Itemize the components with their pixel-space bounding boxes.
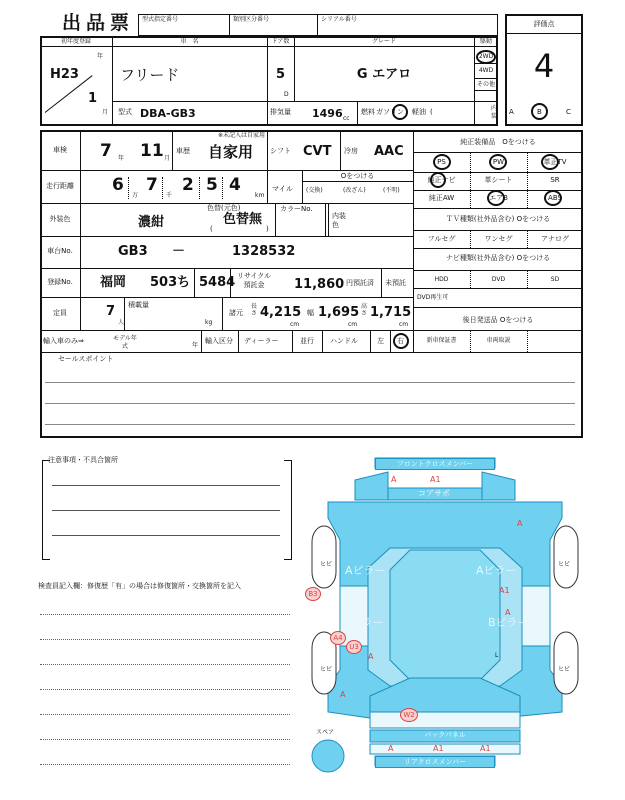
registration-class: 503 xyxy=(150,275,178,290)
mileage-circle-note: Oをつける xyxy=(340,172,375,180)
inspection-month: 11 xyxy=(140,141,164,161)
fuel-circle xyxy=(392,104,408,120)
crack-rl: ヒビ xyxy=(320,666,333,673)
doors-label: ドア数 xyxy=(271,38,290,45)
a-pillar-right-label: Aピラー xyxy=(476,564,517,577)
tv-title: ＴＶ種類(社外品含む) Oをつける xyxy=(445,215,551,223)
mark-a4: A4 xyxy=(330,631,346,645)
crack-rr: ヒビ xyxy=(558,666,571,673)
recycle-value: 11,860 xyxy=(294,277,345,292)
shift-value: CVT xyxy=(303,144,332,159)
exterior-label: 外装色 xyxy=(49,215,71,223)
mark-w2: W2 xyxy=(400,708,418,722)
mileage-d2: 7 xyxy=(146,175,158,195)
registration-number: 5484 xyxy=(199,275,236,290)
grade-label: グレード xyxy=(371,38,396,45)
spare-label: スペア xyxy=(316,729,335,736)
mileage-d3: 2 xyxy=(182,175,194,195)
exterior-value: 濃紺 xyxy=(138,215,165,230)
recycle-label: リサイクル預託金 xyxy=(236,272,272,289)
front-left-frame xyxy=(355,472,388,500)
equip-navi: 純正ナビ xyxy=(427,176,456,184)
inspection-year: 7 xyxy=(100,141,112,161)
mark-a1: A1 xyxy=(499,586,510,595)
color-no-label: カラーNo. xyxy=(280,205,313,213)
load-label: 積載量 xyxy=(128,301,149,309)
equip-pw: PW xyxy=(492,158,505,166)
type-designation-label: 型式指定番号 xyxy=(142,16,179,23)
mark-b3: B3 xyxy=(305,587,321,601)
spare-area xyxy=(370,712,520,728)
form-title: 出品票 xyxy=(62,12,135,34)
history-label: 車歴 xyxy=(176,147,190,155)
front-cross-label: フロントクロスメンバー xyxy=(375,458,495,470)
mileage-d5: 4 xyxy=(229,175,241,195)
mark-a: A xyxy=(391,475,397,484)
aircon-value: AAC xyxy=(374,144,404,159)
mileage-d4: 5 xyxy=(206,175,218,195)
mileage-label: 走行距離 xyxy=(46,182,74,190)
drive-label: 駆動 xyxy=(479,38,492,45)
model-label: 型式 xyxy=(118,108,132,116)
fuel-label: 燃料 xyxy=(361,108,375,116)
mark-a: A xyxy=(505,608,511,617)
mark-a: A xyxy=(388,744,394,753)
registration-place: 福岡 xyxy=(100,275,127,290)
sales-point-label: セールスポイント xyxy=(58,355,114,363)
registration-kana: ち xyxy=(177,275,191,290)
mark-a: A xyxy=(517,519,523,528)
equip-abs: ABS xyxy=(548,194,562,202)
model-year-label: モデル年式 xyxy=(113,335,137,350)
handle-right-circle xyxy=(393,333,409,349)
chassis-prefix: GB3 xyxy=(118,244,148,259)
chassis-number: 1328532 xyxy=(232,244,296,259)
repaint-label: 色替(元色) xyxy=(207,204,241,212)
equip-ps: PS xyxy=(437,158,446,166)
dims-height: 1,715 xyxy=(370,305,412,320)
equip-leather: 革シート xyxy=(484,176,513,184)
mark-a: A xyxy=(368,652,374,661)
first-reg-label: 初年度登録 xyxy=(60,38,91,45)
mark-a1: A1 xyxy=(480,744,491,753)
dims-width: 1,695 xyxy=(318,305,360,320)
equipment-title: 純正装備品 Oをつける xyxy=(460,138,536,146)
notes-label: 注意事項・不具合箇所 xyxy=(48,456,118,464)
history-value: 自家用 xyxy=(208,143,254,161)
b-pillar-left-label: Bピラー xyxy=(343,616,384,629)
registration-label: 登録No. xyxy=(47,278,73,286)
capacity-value: 7 xyxy=(106,304,116,319)
spare-tire xyxy=(312,740,344,772)
back-panel-label: バックパネル xyxy=(424,731,466,739)
chassis-label: 車台No. xyxy=(47,247,73,255)
car-name-label: 車 名 xyxy=(180,38,199,45)
header-fields-box xyxy=(138,14,498,36)
front-right-frame xyxy=(482,472,515,500)
score-label: 評価点 xyxy=(533,20,555,28)
dims-label: 諸元 xyxy=(229,309,243,317)
car-name-value: フリード xyxy=(120,66,180,84)
rear-cross-label: リアクロスメンバー xyxy=(375,756,495,768)
a-pillar-left-label: Aピラー xyxy=(345,564,386,577)
nav-title: ナビ種類(社外品含む) Oをつける xyxy=(445,254,551,262)
mark-a: A xyxy=(340,690,346,699)
b-pillar-right-label: Bピラー xyxy=(488,616,529,629)
model-value: DBA-GB3 xyxy=(140,107,196,120)
displacement-value: 1496 xyxy=(312,107,343,120)
capacity-label: 定員 xyxy=(53,309,67,317)
crack-fl: ヒビ xyxy=(320,561,333,568)
class-number-label: 類別区分番号 xyxy=(233,16,270,23)
equip-tv: 革正TV xyxy=(543,158,567,166)
drive-2wd: 2WD xyxy=(478,53,494,60)
mark-l: L xyxy=(495,652,499,659)
equip-sr: SR xyxy=(550,176,560,184)
equip-airbag: エアB xyxy=(489,194,508,202)
core-support-label: コアサポ xyxy=(418,489,450,498)
aircon-label: 冷房 xyxy=(344,147,358,155)
equip-aw: 純正AW xyxy=(428,194,455,202)
year-value: H23 xyxy=(50,67,79,82)
inspection-label: 車検 xyxy=(53,146,67,154)
mark-a1: A1 xyxy=(433,744,444,753)
mark-a1: A1 xyxy=(430,475,441,484)
history-note: ※未記入は自家用 xyxy=(218,132,266,139)
mileage-d1: 6 xyxy=(112,175,124,195)
later-title: 後日発送品 Oをつける xyxy=(462,316,534,324)
import-label: 輸入車のみ⇒ xyxy=(43,337,84,345)
repaint-value: 色替無 xyxy=(223,212,263,227)
score-value: 4 xyxy=(533,47,555,85)
drive-2wd-circle xyxy=(476,50,496,64)
interior-b: B xyxy=(537,108,542,116)
fuel-gasoline: ガソリン xyxy=(376,108,404,116)
interior-b-circle xyxy=(531,103,548,120)
shift-label: シフト xyxy=(270,147,291,155)
serial-number-label: シリアル番号 xyxy=(321,16,357,23)
crack-fr: ヒビ xyxy=(558,561,571,568)
month-value: 1 xyxy=(88,91,98,106)
grade-value: G エアロ xyxy=(356,67,412,82)
mark-u3: U3 xyxy=(346,640,362,654)
dims-length: 4,215 xyxy=(260,305,302,320)
inspector-label: 検査員記入欄：修復歴「有」の場合は修復箇所・交換箇所を記入 xyxy=(38,582,241,590)
doors-value: 5 xyxy=(275,67,286,82)
displacement-label: 排気量 xyxy=(270,108,291,116)
interior-color-label: 内装色 xyxy=(332,212,346,229)
interior-label: 内装 xyxy=(491,105,498,120)
